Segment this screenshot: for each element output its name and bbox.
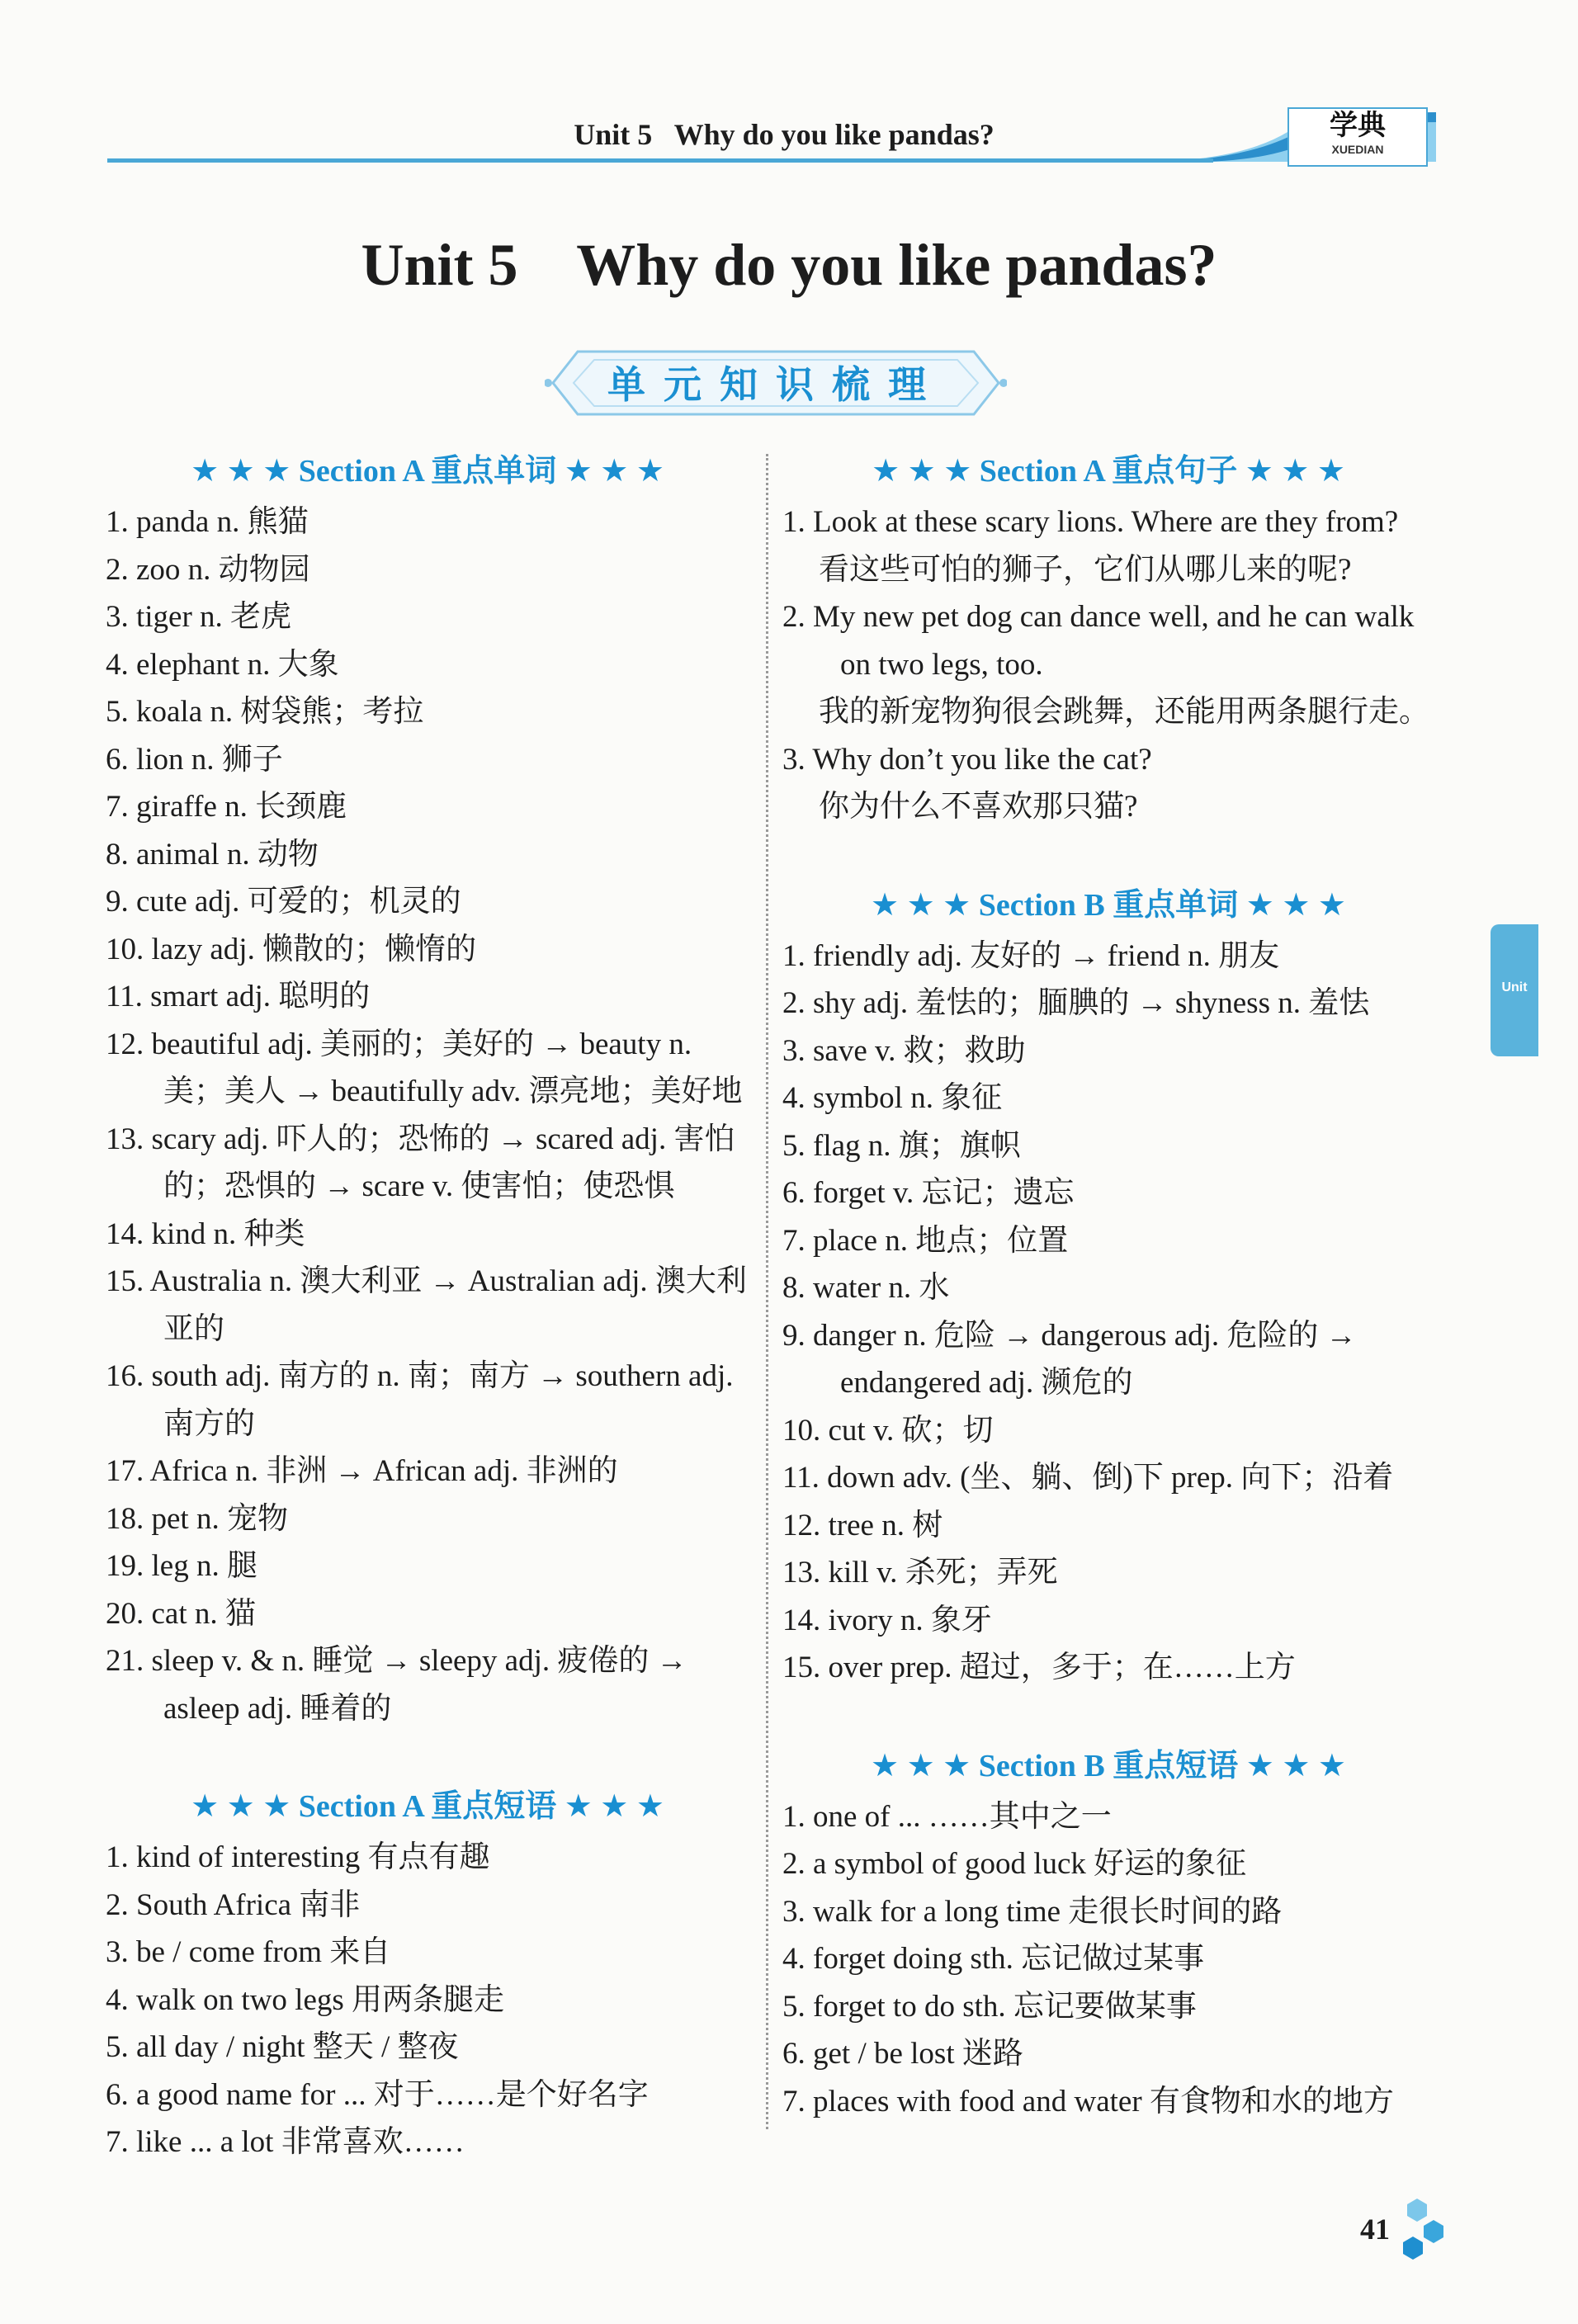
- list-item: 2. a symbol of good luck 好运的象征: [782, 1847, 1247, 1881]
- list-item: 6. lion n. 狮子: [106, 742, 283, 777]
- logo-english: XUEDIAN: [1331, 143, 1384, 156]
- header-rule: [107, 158, 1213, 163]
- list-item: 7. place n. 地点；位置: [782, 1223, 1069, 1258]
- side-tab-label: Unit: [1501, 980, 1528, 994]
- list-item: 12. tree n. 树: [782, 1508, 943, 1542]
- list-item: 13. kill v. 杀死；弄死: [782, 1556, 1058, 1589]
- list-item: 1. panda n. 熊猫: [106, 505, 309, 539]
- section-a-words-list: [106, 498, 749, 1732]
- list-item: 4. forget doing sth. 忘记做过某事: [782, 1942, 1205, 1976]
- list-item: 8. animal n. 动物: [106, 837, 319, 872]
- list-item: 7. places with food and water 有食物和水的地方: [782, 2084, 1394, 2119]
- page-title: Unit 5 Why do you like pandas?: [361, 232, 1217, 298]
- list-item: 13. scary adj. 吓人的；恐怖的 → scared adj. 害怕的；恐惧的 → scare v. 使害怕；使恐惧: [106, 1122, 735, 1203]
- section-a-sentences-list: [782, 498, 1434, 831]
- list-item: 3. tiger n. 老虎: [106, 600, 292, 634]
- column-divider: [766, 454, 768, 2129]
- list-item: 11. smart adj. 聪明的: [106, 980, 371, 1013]
- list-item: 4. walk on two legs 用两条腿走: [106, 1982, 505, 2017]
- list-item: 8. water n. 水: [782, 1271, 950, 1305]
- list-item: 10. cut v. 砍；切: [782, 1413, 994, 1448]
- sentence-chinese: 看这些可怕的狮子，它们从哪儿来的呢?: [819, 552, 1352, 587]
- list-item: 21. sleep v. & n. 睡觉 → sleepy adj. 疲倦的 → asleep adj. 睡着的: [106, 1644, 687, 1726]
- list-item: 15. over prep. 超过，多于；在……上方: [782, 1651, 1296, 1684]
- hexagon-decoration-icon: [1388, 2195, 1446, 2270]
- sentence-english: 1. Look at these scary lions. Where are they from?: [782, 505, 1399, 539]
- page-number: 41: [1360, 2213, 1390, 2246]
- list-item: 4. elephant n. 大象: [106, 647, 339, 682]
- right-column: [782, 444, 1434, 2125]
- list-item: 7. like ... a lot 非常喜欢……: [106, 2125, 465, 2159]
- section-a-words-title: ★ ★ ★ Section A 重点单词 ★ ★ ★: [191, 454, 664, 489]
- logo-chinese: 学典: [1330, 109, 1386, 142]
- list-item: 6. get / be lost 迷路: [782, 2037, 1023, 2071]
- sentence-english: 3. Why don’t you like the cat?: [782, 742, 1152, 777]
- list-item: 9. danger n. 危险 → dangerous adj. 危险的 → endangered adj. 濒危的: [782, 1318, 1357, 1400]
- section-a-phrases-title: ★ ★ ★ Section A 重点短语 ★ ★ ★: [191, 1789, 664, 1824]
- list-item: 1. friendly adj. 友好的 → friend n. 朋友: [782, 938, 1280, 973]
- list-item: 20. cat n. 猫: [106, 1596, 256, 1631]
- list-item: 14. ivory n. 象牙: [782, 1603, 992, 1637]
- list-item: 6. a good name for ... 对于……是个好名字: [106, 2077, 649, 2112]
- list-item: 2. South Africa 南非: [106, 1887, 361, 1922]
- list-item: 15. Australia n. 澳大利亚 → Australian adj. 澳大利亚的: [106, 1264, 747, 1346]
- section-a-sentences-title: ★ ★ ★ Section A 重点句子 ★ ★ ★: [872, 454, 1345, 489]
- list-item: 5. all day / night 整天 / 整夜: [106, 2030, 459, 2064]
- list-item: 3. walk for a long time 走很长时间的路: [782, 1894, 1283, 1929]
- list-item: 6. forget v. 忘记；遗忘: [782, 1176, 1075, 1210]
- list-item: 16. south adj. 南方的 n. 南；南方 → southern adj. 南方的: [106, 1359, 734, 1441]
- left-column: [106, 444, 749, 2166]
- list-item: 1. one of ... ……其中之一: [782, 1799, 1112, 1834]
- list-item: 7. giraffe n. 长颈鹿: [106, 790, 347, 824]
- section-b-phrases-list: [782, 1793, 1434, 2126]
- list-item: 19. leg n. 腿: [106, 1549, 257, 1583]
- list-item: 17. Africa n. 非洲 → African adj. 非洲的: [106, 1454, 618, 1488]
- list-item: 3. save v. 救；救助: [782, 1033, 1026, 1068]
- list-item: 1. kind of interesting 有点有趣: [106, 1840, 490, 1874]
- list-item: 5. koala n. 树袋熊；考拉: [106, 695, 424, 729]
- xuedian-logo: [1287, 107, 1428, 167]
- list-item: 5. flag n. 旗；旗帜: [782, 1128, 1021, 1163]
- banner-title: 单元知识梳理: [607, 362, 944, 407]
- list-item: 2. shy adj. 羞怯的；腼腆的 → shyness n. 羞怯: [782, 986, 1370, 1020]
- sentence-chinese: 我的新宠物狗很会跳舞，还能用两条腿行走。: [819, 695, 1429, 729]
- sentence-english: 2. My new pet dog can dance well, and he can walk on two legs, too.: [782, 600, 1415, 682]
- list-item: 4. symbol n. 象征: [782, 1081, 1003, 1115]
- list-item: 10. lazy adj. 懒散的；懒惰的: [106, 932, 477, 966]
- list-item: 18. pet n. 宠物: [106, 1501, 288, 1536]
- list-item: 2. zoo n. 动物园: [106, 552, 310, 587]
- section-a-phrases-list: [106, 1834, 749, 2166]
- list-item: 14. kind n. 种类: [106, 1216, 305, 1251]
- list-item: 5. forget to do sth. 忘记要做某事: [782, 1989, 1197, 2024]
- list-item: 11. down adv. (坐、躺、倒)下 prep. 向下；沿着: [782, 1461, 1394, 1495]
- sentence-chinese: 你为什么不喜欢那只猫?: [819, 790, 1138, 824]
- list-item: 9. cute adj. 可爱的；机灵的: [106, 885, 461, 919]
- list-item: 3. be / come from 来自: [106, 1935, 391, 1969]
- list-item: 12. beautiful adj. 美丽的；美好的 → beauty n. 美；美人 → beautifully adv. 漂亮地；美好地: [106, 1027, 743, 1108]
- running-header-title: Unit 5 Why do you like pandas?: [574, 118, 995, 151]
- section-b-words-list: [782, 933, 1434, 1692]
- section-b-phrases-title: ★ ★ ★ Section B 重点短语 ★ ★ ★: [871, 1748, 1346, 1783]
- section-b-words-title: ★ ★ ★ Section B 重点单词 ★ ★ ★: [871, 887, 1346, 923]
